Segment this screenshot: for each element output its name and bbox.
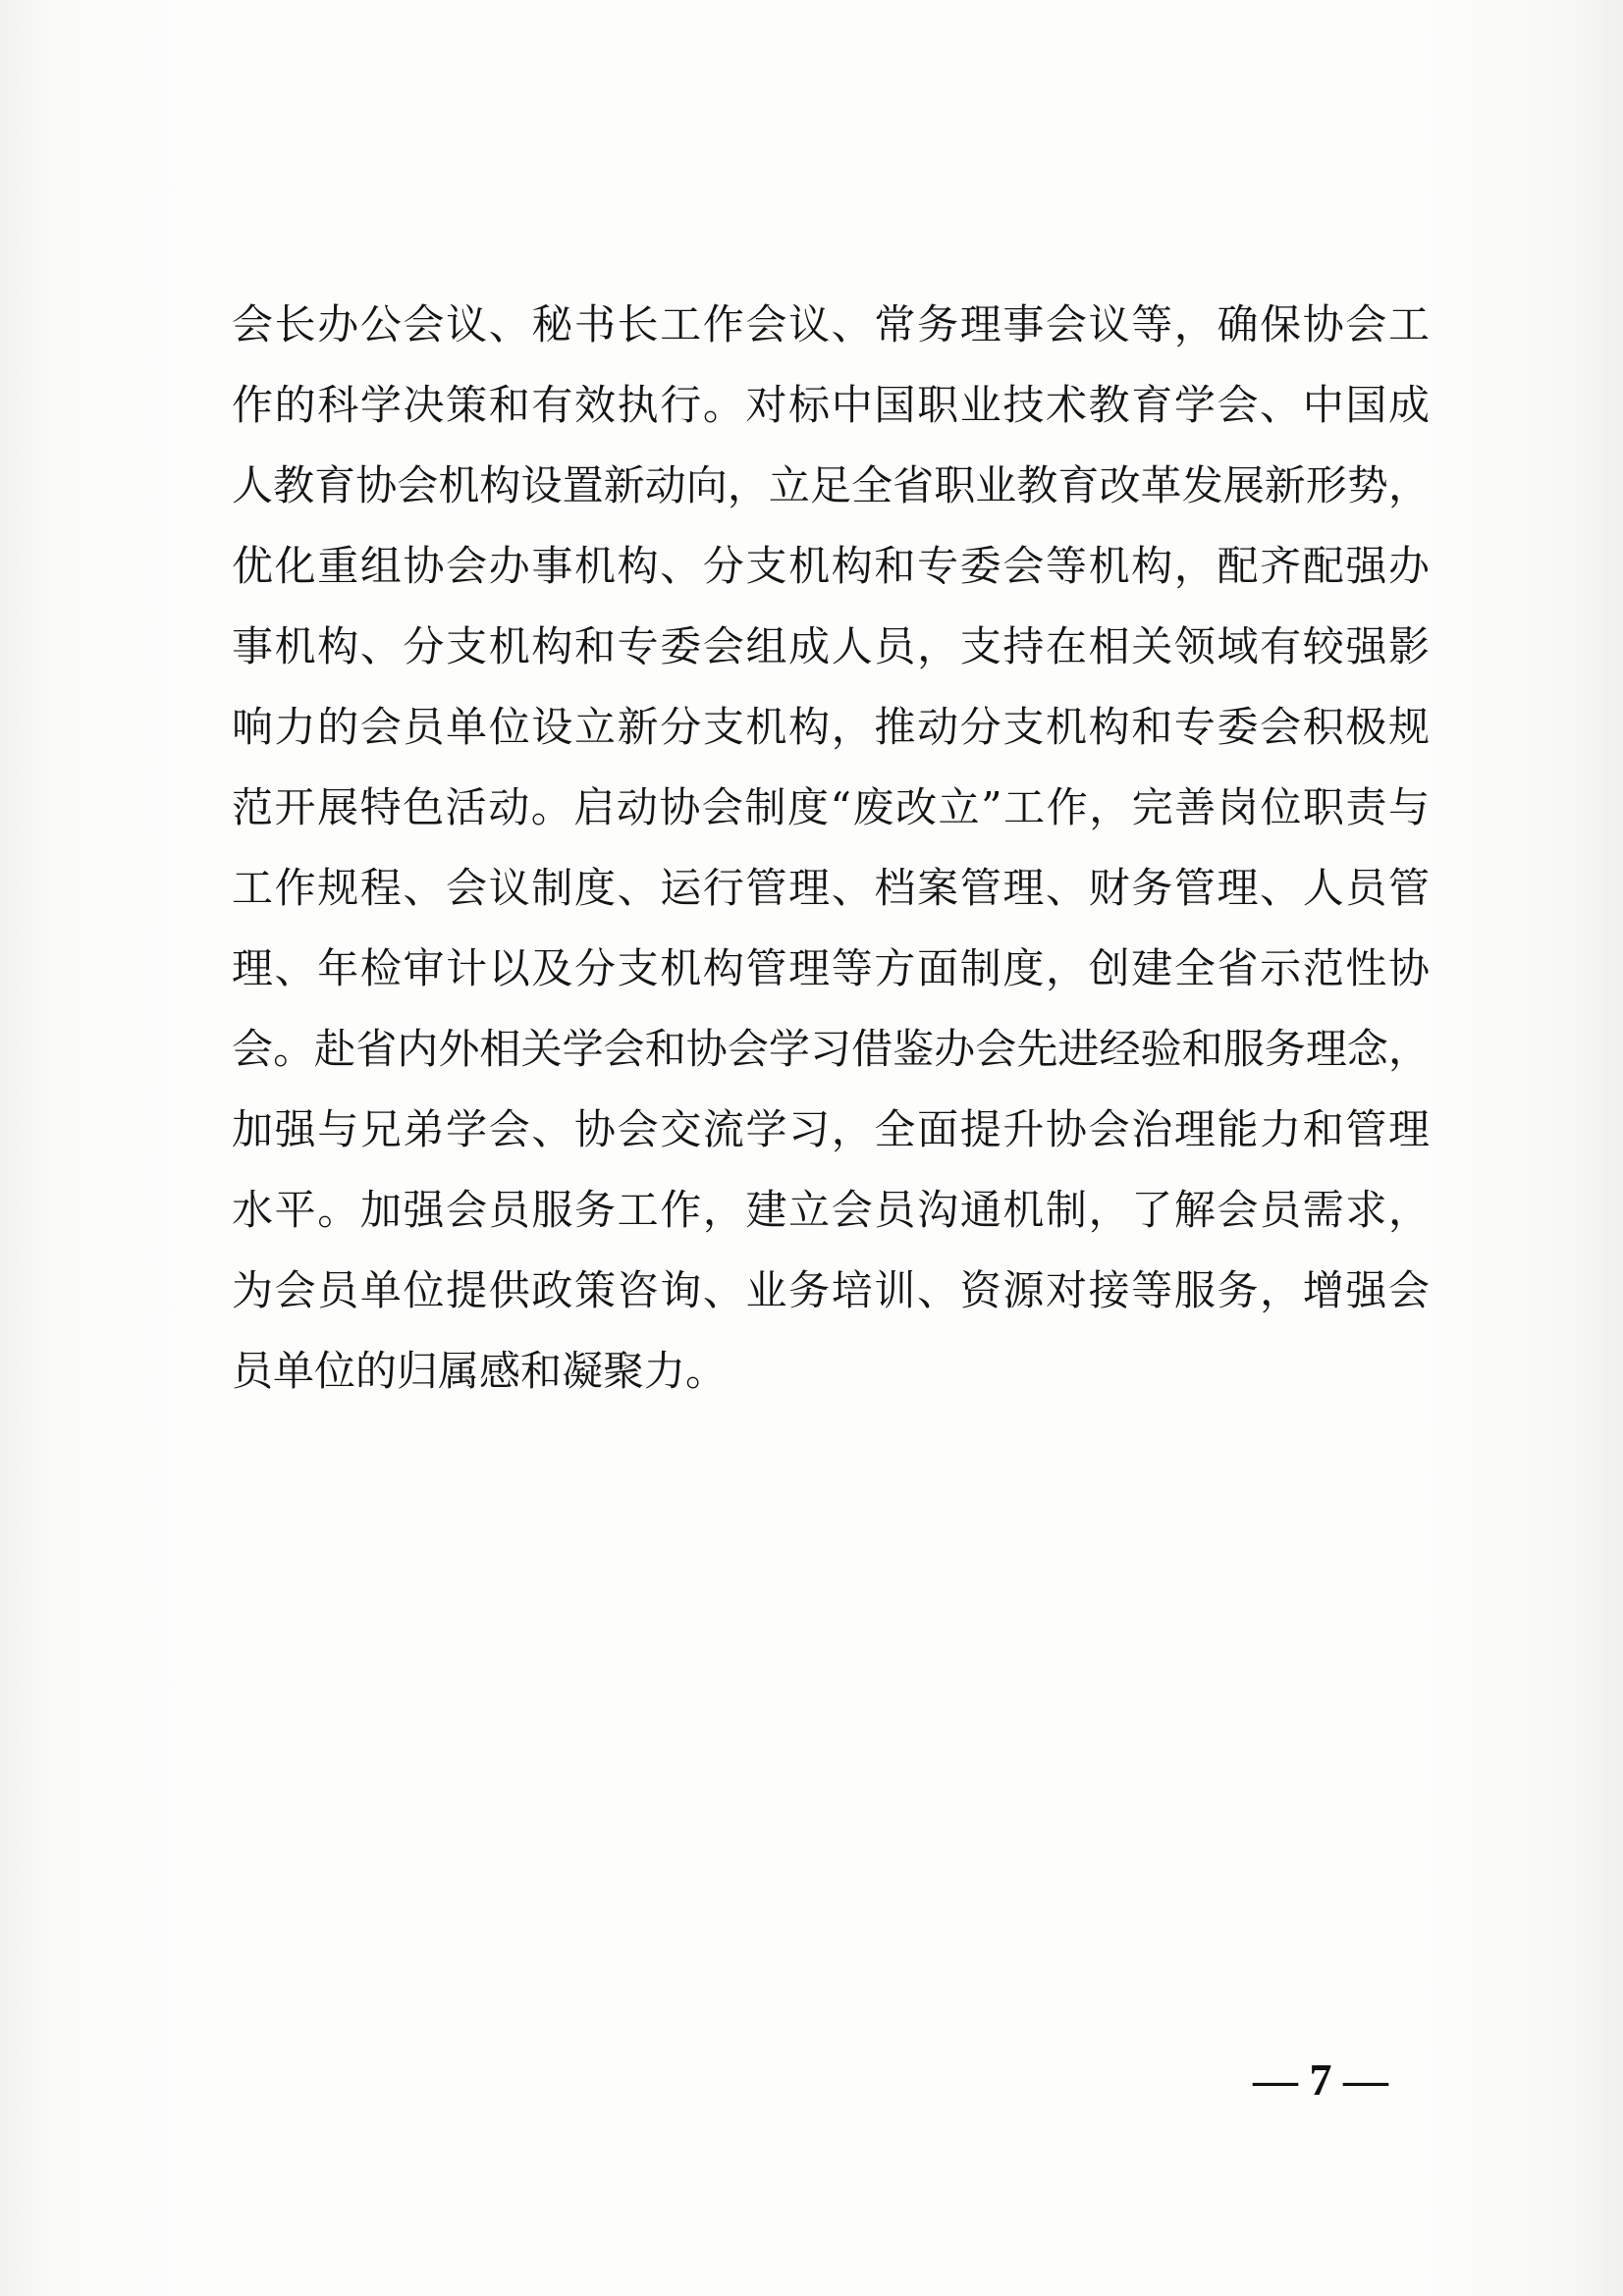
text-line: 加强与兄弟学会、协会交流学习，全面提升协会治理能力和管理 [232,1105,1430,1153]
text-line: 事机构、分支机构和专委会组成人员，支持在相关领域有较强影 [232,622,1430,670]
text-line: 工作规程、会议制度、运行管理、档案管理、财务管理、人员管 [232,864,1430,912]
text-line: 水平。加强会员服务工作，建立会员沟通机制，了解会员需求， [232,1186,1430,1234]
text-line: 响力的会员单位设立新分支机构，推动分支机构和专委会积极规 [232,703,1430,751]
text-line: 范开展特色活动。启动协会制度“废改立”工作，完善岗位职责与 [232,783,1430,831]
text-line: 为会员单位提供政策咨询、业务培训、资源对接等服务，增强会 [232,1266,1430,1314]
text-line: 人教育协会机构设置新动向，立足全省职业教育改革发展新形势， [232,461,1430,509]
text-line: 理、年检审计以及分支机构管理等方面制度，创建全省示范性协 [232,944,1430,992]
text-line: 会长办公会议、秘书长工作会议、常务理事会议等，确保协会工 [232,300,1430,348]
text-line: 会。赴省内外相关学会和协会学习借鉴办会先进经验和服务理念， [232,1025,1430,1073]
page-number: — 7 — [1253,2055,1388,2105]
text-line: 员单位的归属感和凝聚力。 [232,1347,728,1395]
text-line: 作的科学决策和有效执行。对标中国职业技术教育学会、中国成 [232,381,1430,429]
body-paragraph [232,285,1430,1412]
text-line: 优化重组协会办事机构、分支机构和专委会等机构，配齐配强办 [232,542,1430,590]
